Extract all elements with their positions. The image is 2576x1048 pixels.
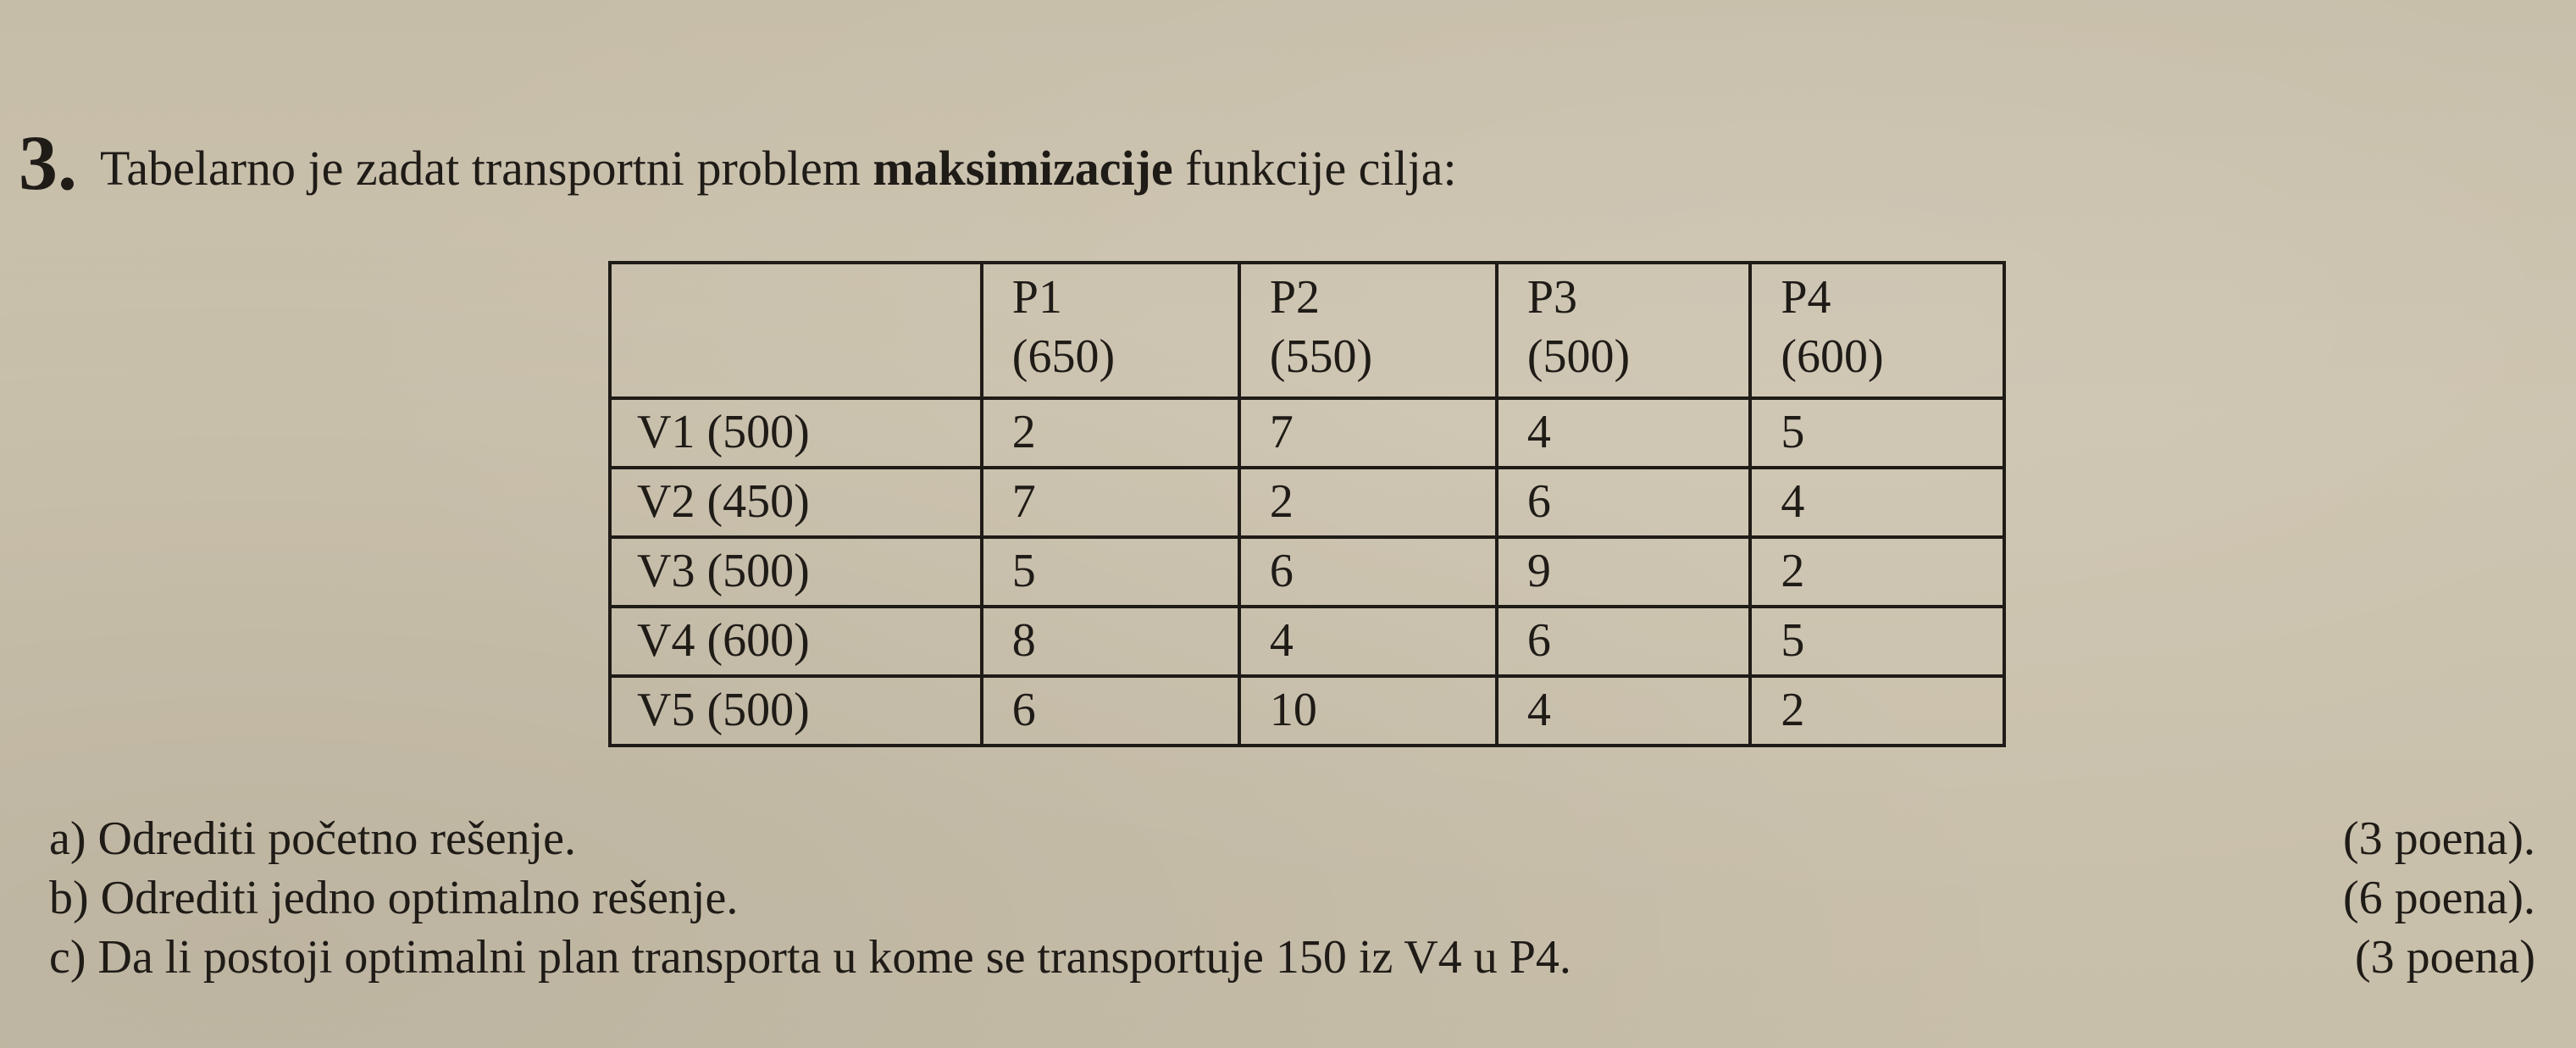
table-header-cell bbox=[1750, 263, 2004, 398]
question-text-bold: maksimizacije bbox=[873, 141, 1173, 196]
table-cell: 5 bbox=[982, 537, 1239, 607]
header-capacity: (500) bbox=[1526, 330, 1631, 383]
task-list bbox=[49, 809, 2535, 987]
row-label: V2 (450) bbox=[610, 468, 982, 537]
table-cell: 9 bbox=[1497, 537, 1751, 607]
table-header-cell bbox=[1497, 263, 1751, 398]
table-cell: 5 bbox=[1750, 398, 2004, 468]
header-name: P4 bbox=[1781, 271, 1831, 324]
table-cell: 2 bbox=[1239, 468, 1497, 537]
header-capacity: (550) bbox=[1269, 330, 1373, 383]
table-cell: 10 bbox=[1239, 676, 1497, 746]
question-number: 3. bbox=[19, 119, 77, 206]
row-label: V3 (500) bbox=[610, 537, 982, 607]
header-capacity: (650) bbox=[1011, 330, 1116, 383]
table-cell: 6 bbox=[982, 676, 1239, 746]
question-text-start: Tabelarno je zadat transportni problem bbox=[100, 141, 873, 196]
task-item bbox=[49, 868, 2535, 928]
table-header-row bbox=[610, 263, 2004, 398]
table-cell: 7 bbox=[982, 468, 1239, 537]
table-row bbox=[610, 537, 2004, 607]
table-corner-cell bbox=[610, 263, 982, 398]
table-cell: 2 bbox=[982, 398, 1239, 468]
table-cell: 4 bbox=[1750, 468, 2004, 537]
header-capacity: (600) bbox=[1781, 330, 1884, 383]
table-row bbox=[610, 676, 2004, 746]
task-points: (3 poena). bbox=[2342, 812, 2535, 865]
table-cell: 6 bbox=[1497, 468, 1751, 537]
task-points: (6 poena). bbox=[2342, 872, 2535, 924]
table-cell: 4 bbox=[1239, 607, 1497, 676]
task-points: (3 poena) bbox=[2354, 931, 2535, 984]
task-text: b) Odrediti jedno optimalno rešenje. bbox=[49, 872, 739, 924]
header-name: P1 bbox=[1011, 271, 1062, 324]
question-text bbox=[100, 141, 1457, 196]
row-label: V4 (600) bbox=[610, 607, 982, 676]
table-cell: 8 bbox=[982, 607, 1239, 676]
row-label: V5 (500) bbox=[610, 676, 982, 746]
table-cell: 2 bbox=[1750, 676, 2004, 746]
table-row bbox=[610, 398, 2004, 468]
table-cell: 5 bbox=[1750, 607, 2004, 676]
task-item bbox=[49, 809, 2535, 868]
header-name: P2 bbox=[1269, 271, 1320, 324]
table-cell: 6 bbox=[1239, 537, 1497, 607]
table-row bbox=[610, 468, 2004, 537]
table-row bbox=[610, 607, 2004, 676]
task-text: a) Odrediti početno rešenje. bbox=[49, 812, 576, 865]
table-cell: 4 bbox=[1497, 398, 1751, 468]
table-cell: 2 bbox=[1750, 537, 2004, 607]
table-header-cell bbox=[982, 263, 1239, 398]
table-header-cell bbox=[1239, 263, 1497, 398]
table-cell: 7 bbox=[1239, 398, 1497, 468]
task-text: c) Da li postoji optimalni plan transporta u kome se transportuje 150 iz V4 u P4. bbox=[49, 931, 1571, 984]
row-label: V1 (500) bbox=[610, 398, 982, 468]
header-name: P3 bbox=[1526, 271, 1578, 324]
table-cell: 4 bbox=[1497, 676, 1751, 746]
table-cell: 6 bbox=[1497, 607, 1751, 676]
transport-table bbox=[608, 261, 2006, 747]
question-text-end: funkcije cilja: bbox=[1172, 141, 1457, 196]
task-item bbox=[49, 928, 2535, 987]
